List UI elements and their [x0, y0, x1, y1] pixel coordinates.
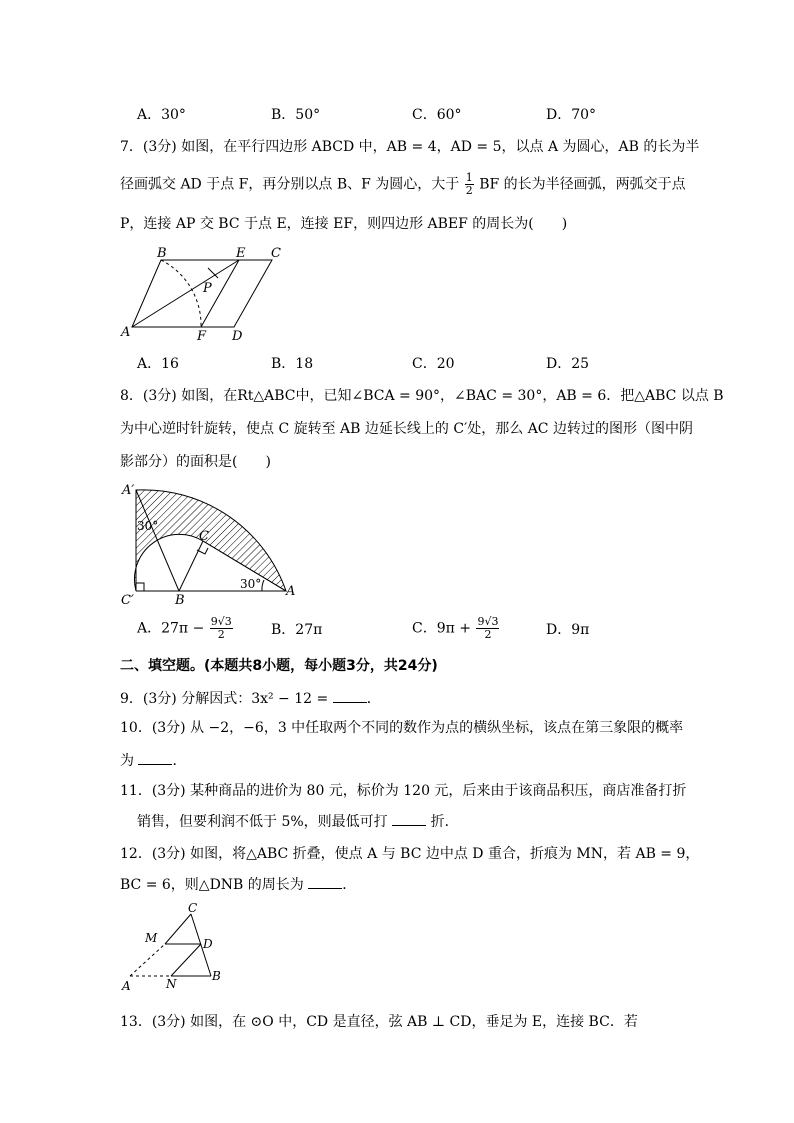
q8-label-b: B [175, 593, 185, 608]
q12-label-a: A [122, 979, 131, 993]
q12-line-1: 12．(3分) 如图，将△ABC 折叠，使点 A 与 BC 边中点 D 重合，折痕为 MN，若 AB = 9， [120, 846, 700, 862]
q8-option-d: D．9π [546, 622, 590, 638]
q12-label-m: M [145, 931, 158, 945]
q7-line-3: P，连接 AP 交 BC 于点 E，连接 EF，则四边形 ABEF 的周长为( ) [120, 216, 568, 232]
q7-option-d: D．25 [546, 356, 590, 372]
q6-option-c: C．60° [412, 107, 462, 123]
q6-option-d: D．70° [546, 107, 597, 123]
q8-option-b: B．27π [271, 622, 323, 638]
q11-blank [392, 813, 426, 826]
q7-label-b: B [157, 246, 167, 261]
q13-line-1: 13．(3分) 如图，在 ⊙O 中，CD 是直径，弦 AB ⊥ CD，垂足为 E，连接 BC．若 [120, 1014, 638, 1030]
q7-line-1: 7．(3分) 如图，在平行四边形 ABCD 中，AB = 4，AD = 5，以点 A 为圆心，AB 的长为半 [120, 139, 700, 155]
q7-option-c: C．20 [412, 356, 455, 372]
q8-line-1: 8．(3分) 如图，在Rt△ABC中，已知∠BCA = 90°，∠BAC = 30°，AB = 6．把△ABC 以点 B [120, 388, 724, 404]
q7-fraction: $\frac{1}{2}$ [465, 171, 473, 197]
q9-line: 9．(3分) 分解因式：3x² − 12 = ． [120, 691, 381, 707]
q7-line-2: 径画弧交 AD 于点 F，再分别以点 B、F 为圆心，大于 $\frac{1}{2}$ BF 的长为半径画弧，两弧交于点 [120, 171, 686, 197]
q12-label-c: C [188, 901, 198, 915]
q6-option-b: B．50° [271, 107, 321, 123]
q7-label-c: C [271, 246, 281, 261]
q10-blank [138, 752, 172, 765]
q7-option-b: B．18 [271, 356, 314, 372]
q9-blank [333, 690, 367, 703]
q7-label-a: A [121, 325, 131, 340]
q12-fold-figure [118, 900, 228, 996]
q12-label-d: D [203, 937, 213, 951]
q8-label-a-prime: A′ [122, 483, 135, 498]
q7-label-e: E [236, 246, 246, 261]
q11-line-2: 销售，但要利润不低于 5%，则最低可打 折． [137, 814, 459, 830]
q10-line-1: 10．(3分) 从 −2，−6，3 中任取两个不同的数作为点的横纵坐标，该点在第三象限的概率 [120, 720, 684, 736]
q12-blank [308, 876, 342, 889]
q8-label-30-bottom: 30° [240, 577, 262, 591]
q8-option-c: C．9π + $\frac{9√3}{2}$ [412, 615, 499, 641]
q12-label-b: B [212, 969, 221, 983]
q8-option-a: A．27π − $\frac{9√3}{2}$ [137, 615, 232, 641]
q7-label-d: D [232, 329, 243, 344]
q12-line-2: BC = 6，则△DNB 的周长为 ． [120, 877, 357, 893]
q8-line-2: 为中心逆时针旋转，使点 C 旋转至 AB 边延长线上的 C′处，那么 AC 边转过的图形（图中阴 [120, 421, 693, 437]
section-2-heading: 二、填空题。(本题共8小题，每小题3分，共24分) [120, 658, 438, 674]
q7-parallelogram-figure [115, 244, 295, 344]
q8-label-30-top: 30° [137, 519, 159, 533]
q8-rotation-figure [112, 480, 302, 608]
q8-line-3: 影部分）的面积是( ) [120, 454, 271, 470]
q7-option-a: A．16 [137, 356, 179, 372]
q7-label-f: F [197, 329, 207, 344]
q8-label-c: C [199, 529, 209, 544]
q11-line-1: 11．(3分) 某种商品的进价为 80 元，标价为 120 元，后来由于该商品积压，商店准备打折 [120, 783, 687, 799]
q12-label-n: N [166, 977, 177, 991]
q6-option-a: A．30° [137, 107, 186, 123]
q8-label-a: A [286, 584, 296, 599]
q7-label-p: P [203, 281, 212, 296]
q8-label-c-prime: C′ [121, 593, 134, 608]
q10-line-2: 为 ． [120, 753, 187, 769]
